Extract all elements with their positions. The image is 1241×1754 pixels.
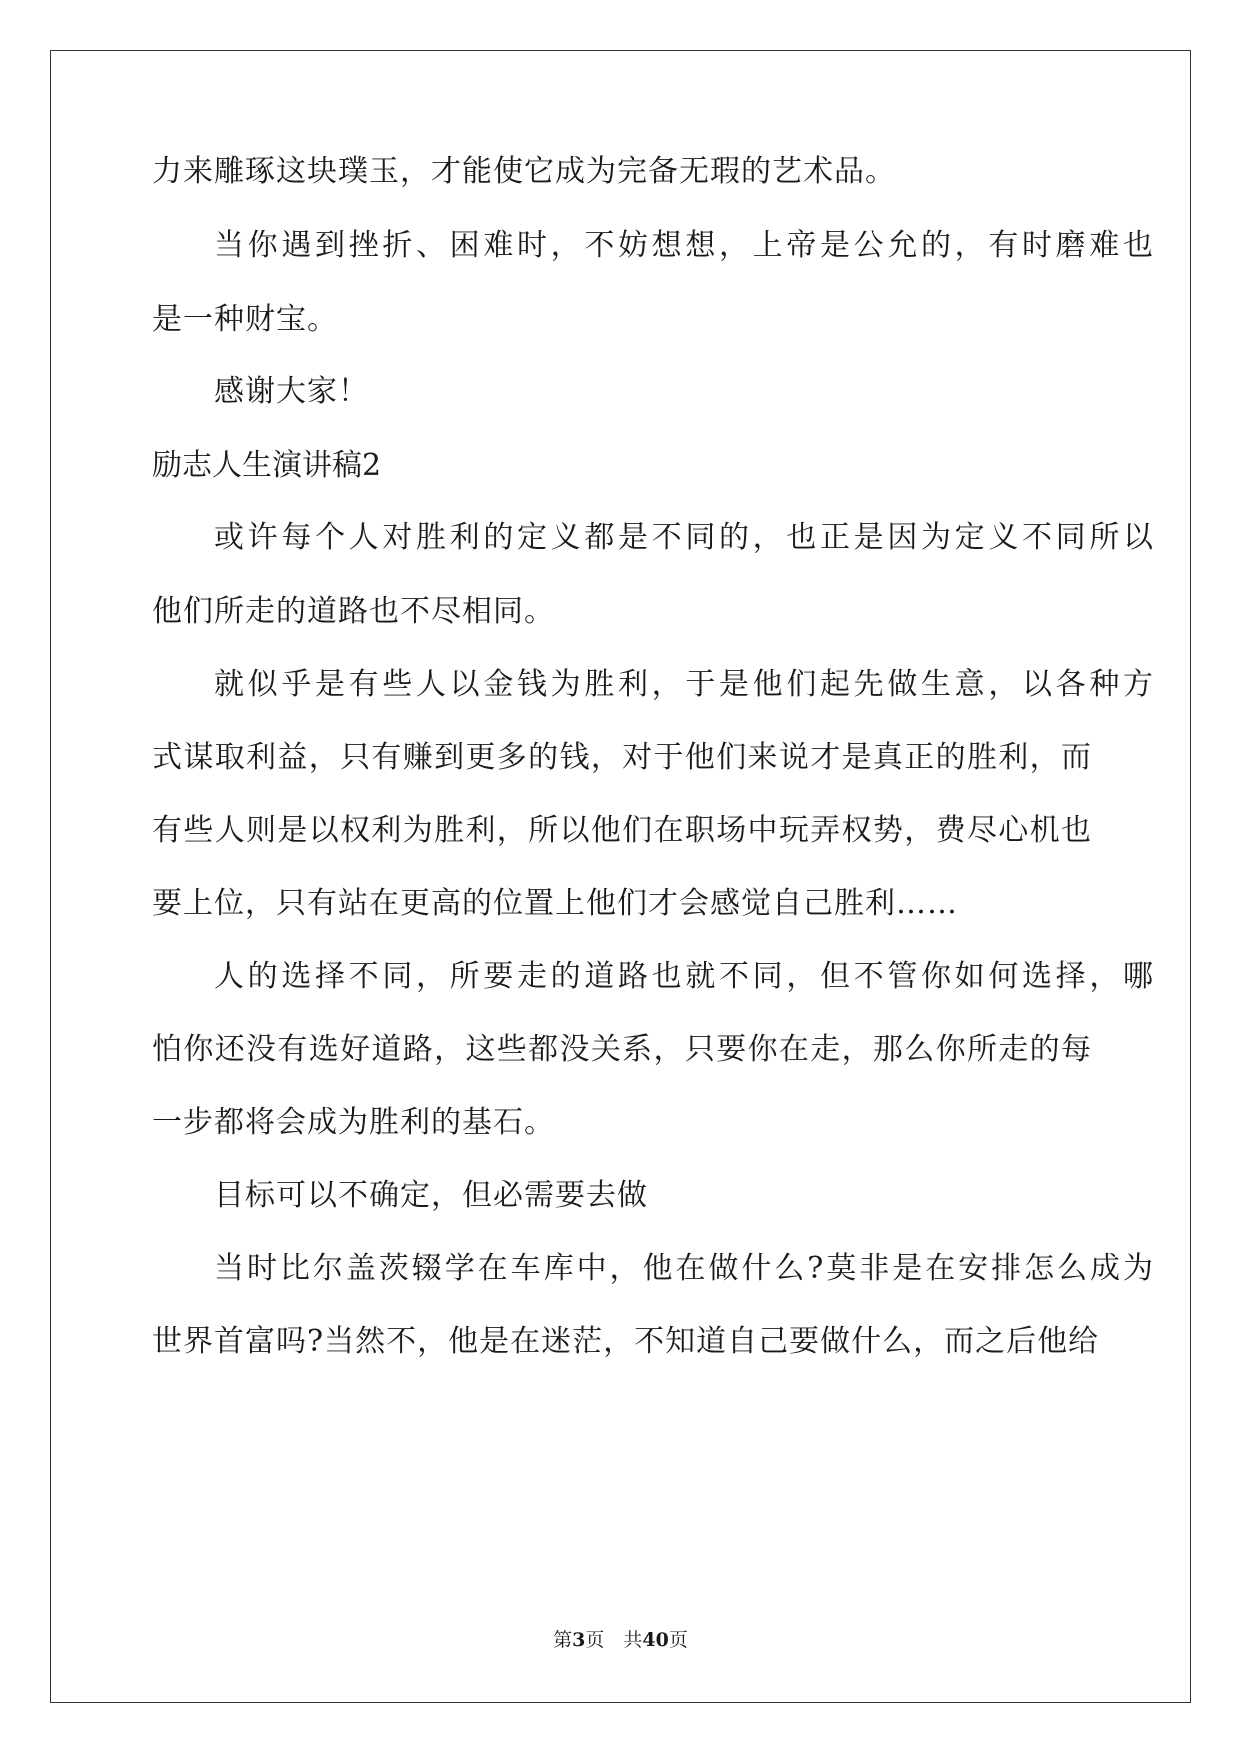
total-pages-number: 40 (642, 1629, 669, 1651)
body-line: 他们所走的道路也不尽相同。 (152, 594, 555, 629)
footer-suffix: 页 (668, 1629, 688, 1651)
footer-middle: 页 共 (585, 1629, 643, 1651)
body-line: 人的选择不同，所要走的道路也就不同，但不管你如何选择，哪 (214, 959, 1154, 994)
body-line: 当时比尔盖茨辍学在车库中，他在做什么?莫非是在安排怎么成为 (214, 1251, 1154, 1286)
page-footer (0, 1628, 1241, 1652)
body-line: 当你遇到挫折、困难时，不妨想想，上帝是公允的，有时磨难也 (214, 228, 1154, 263)
body-line: 世界首富吗?当然不，他是在迷茫，不知道自己要做什么，而之后他给 (152, 1324, 1100, 1359)
footer-prefix: 第 (553, 1629, 573, 1651)
body-line: 怕你还没有选好道路，这些都没关系，只要你在走，那么你所走的每 (152, 1032, 1092, 1067)
section-heading: 励志人生演讲稿2 (152, 448, 382, 483)
body-line: 是一种财宝。 (152, 302, 338, 337)
body-line: 感谢大家！ (214, 374, 369, 409)
body-line: 就似乎是有些人以金钱为胜利，于是他们起先做生意，以各种方 (214, 667, 1154, 702)
body-line: 有些人则是以权利为胜利，所以他们在职场中玩弄权势，费尽心机也 (152, 813, 1092, 848)
body-line: 或许每个人对胜利的定义都是不同的，也正是因为定义不同所以 (214, 520, 1154, 555)
body-line: 一步都将会成为胜利的基石。 (152, 1105, 555, 1140)
body-line: 要上位，只有站在更高的位置上他们才会感觉自己胜利…… (152, 886, 958, 921)
page-border (50, 50, 1191, 1703)
body-line: 目标可以不确定，但必需要去做 (214, 1178, 648, 1213)
body-line: 力来雕琢这块璞玉，才能使它成为完备无瑕的艺术品。 (152, 154, 896, 189)
current-page-number: 3 (572, 1629, 586, 1651)
body-line: 式谋取利益，只有赚到更多的钱，对于他们来说才是真正的胜利，而 (152, 740, 1092, 775)
